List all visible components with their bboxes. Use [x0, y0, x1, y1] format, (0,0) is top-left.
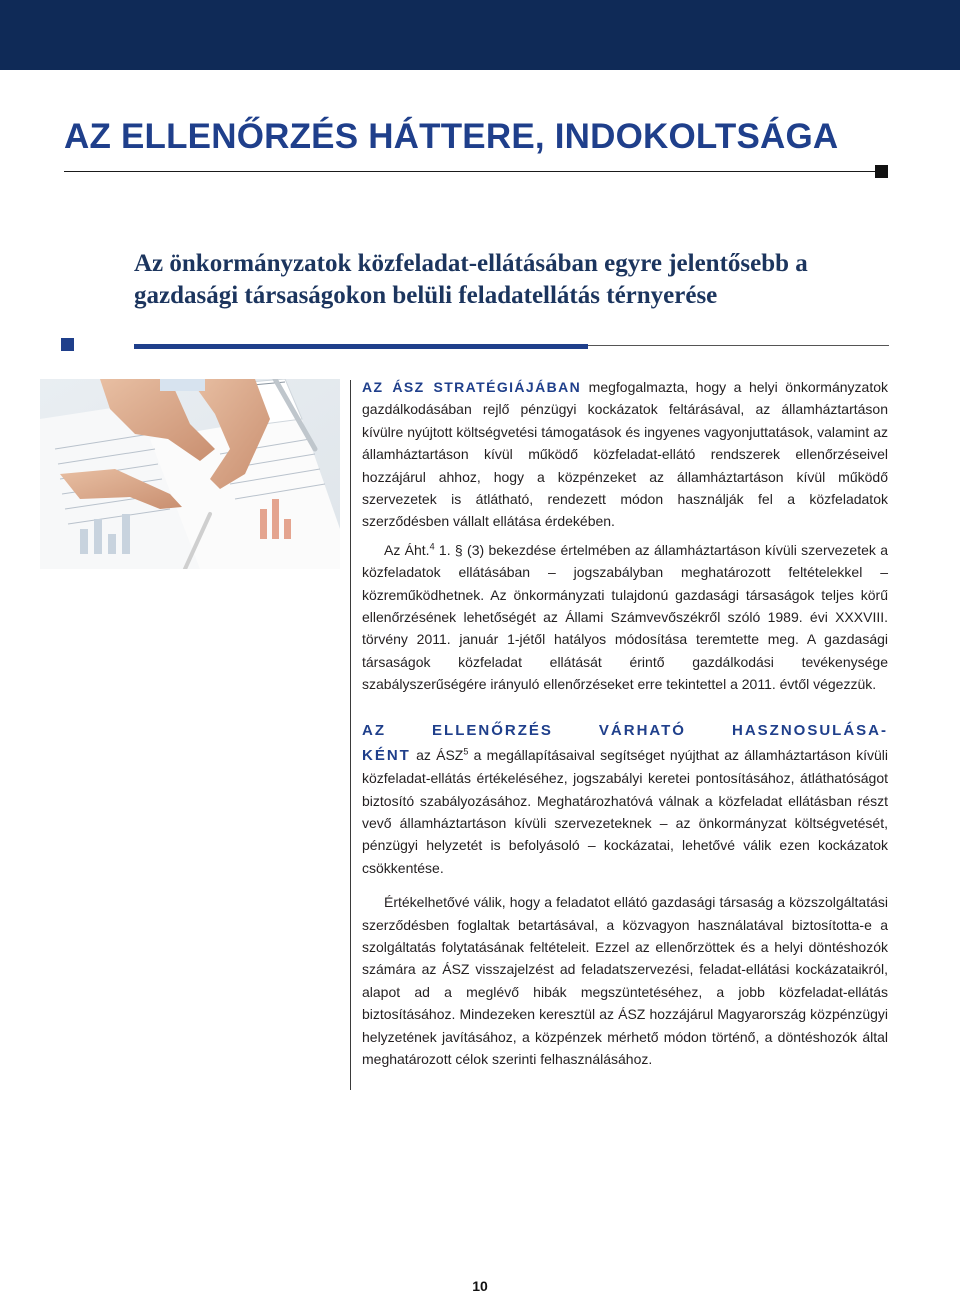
footnote-ref-4: 4 [429, 541, 435, 552]
paragraph-aht-text: 1. § (3) bekezdése értelmében az államháztartáson kívüli szervezetek a közfeladatok ellátásában – jogszabályban meghatározott feltételekkel – közreműködhetnek. Az önkormányzati tulajdonú gazdasági társaságok teljes körű ellenőrzésének lehetőségét az Állami Számvevőszékről szóló 1989. évi XXXVIII. törvény 2011. január 1-jétől hatályos módosítása teremtette meg. A gazdasági társaságok közfeladat ellátását érintő gazdálkodási tevékenysége szabályszerűségére irányuló ellenőrzéseket erre tekintettel a 2011. évtől végezzük. [362, 541, 888, 693]
paragraph-utilization [362, 744, 888, 879]
lead-strategy: AZ ÁSZ STRATÉGIÁJÁBAN [362, 379, 582, 395]
section-subtitle: Az önkormányzatok közfeladat-ellátásában egyre jelentősebb a gazdasági társaságokon belüli feladatellátás térnyerése [134, 250, 808, 309]
subtitle-square-marker [61, 338, 74, 351]
title-square-marker [875, 165, 888, 178]
lead-utilization: KÉNT [362, 746, 411, 764]
hands-documents-photo [40, 379, 340, 569]
footnote-ref-5: 5 [463, 746, 469, 757]
subtitle-accent-bar [134, 344, 588, 349]
body-text [362, 376, 888, 1070]
paragraph-strategy-text: megfogalmazta, hogy a helyi önkormányzatok gazdálkodásában rejlő pénzügyi kockázatok feltárásával, az államháztartáson kívülre nyújtott költségvetési támogatások és ingyenes vagyonjuttatások, valamint az államháztartáson kívül működő közfeladat-ellátó rendszerek ellenőrzéseivel hozzájárul ahhoz, hogy a közpénzeket az államháztartáson kívül működő szervezetek is átlátható, rendezett módon használják fel a közfeladatok szerződésben vállalt ellátása érdekében. [362, 379, 888, 530]
page-number: 10 [472, 1278, 488, 1294]
title-divider [64, 171, 878, 172]
header-bar [0, 0, 960, 70]
paragraph-utilization-text: a megállapításaival segítséget nyújthat az államháztartáson kívüli közfeladat-ellátás értékeléséhez, jogszabályi keretei pontosításához, átláthatóságot biztosító szabályozásához. Meghatározhatóvá válnak a közfeladat ellátásban részt vevő államháztartáson kívüli szervezeteknek – az önkormányzat költségvetését, pénzügyi helyzetét is befolyásoló – kockázatai, lehetővé válik ezen kockázatok csökkentése. [362, 746, 888, 876]
page-title: AZ ELLENŐRZÉS HÁTTERE, INDOKOLTSÁGA [64, 117, 839, 156]
aht-ref: Az Áht. [384, 541, 430, 558]
paragraph-aht [362, 539, 888, 696]
asz-ref: az ÁSZ [410, 746, 464, 763]
paragraph-evaluation: Értékelhetővé válik, hogy a feladatot ellátó gazdasági társaság a közszolgáltatási szerződésben foglaltak betartásával, a közvagyon használatával biztosította-e a szolgáltatás folytatásának feltételeit. Ezzel az ellenőrzöttek és a helyi döntéshozók számára az ÁSZ visszajelzést ad feladatszervezési, feladat-ellátási kockázataikról, alapot ad a meglévő hibák megszüntetéséhez, a jobb közfeladat-ellátás biztosításához. Mindezeken keresztül az ÁSZ hozzájárul Magyarország közpénzügyi helyzetének javításához, a közpénzek mérhető módon történő, a döntéshozók által meghatározott célok szerinti felhasználásához. [362, 894, 888, 1067]
heading-utilization: AZ ELLENŐRZÉS VÁRHATÓ HASZNOSULÁSA- [362, 721, 888, 739]
paragraph-strategy [362, 376, 888, 533]
column-divider [350, 380, 351, 1090]
